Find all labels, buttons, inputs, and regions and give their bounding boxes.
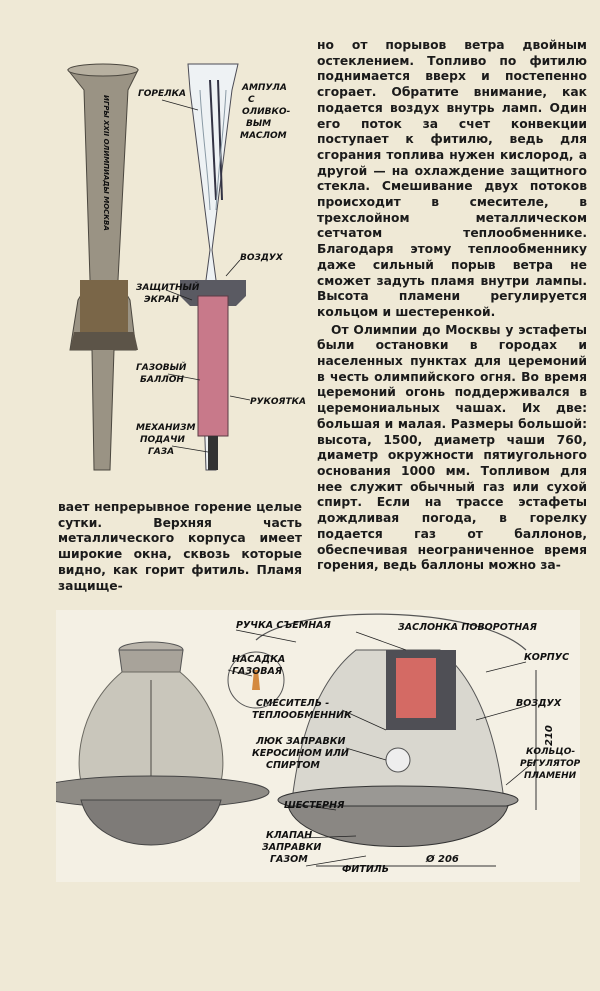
label-hatch-1: ЛЮК ЗАПРАВКИ bbox=[256, 736, 346, 747]
label-handle: РУКОЯТКА bbox=[250, 397, 306, 407]
label-mixer-1: СМЕСИТЕЛЬ - bbox=[256, 698, 330, 709]
label-valve-2: ЗАПРАВКИ bbox=[262, 842, 322, 853]
label-damper: ЗАСЛОНКА ПОВОРОТНАЯ bbox=[398, 622, 537, 633]
label-mixer-2: ТЕПЛООБМЕННИК bbox=[252, 710, 352, 721]
label-mechanism-1: МЕХАНИЗМ bbox=[136, 423, 196, 433]
label-air: ВОЗДУХ bbox=[240, 253, 283, 263]
torch-cross-section bbox=[180, 64, 246, 470]
lamp-svg bbox=[56, 610, 580, 882]
paragraph: От Олимпии до Москвы у эстафеты были остановки в городах и населенных пунктах для церемоний в честь олимпийского огня. Во время церемоний огонь поддерживался в церемониальных чашах. Их две: большая и малая. Размеры большой: высота, 1500, диаметр чаши 760, диаметр окружности пятиугольного основания 1000 мм. Топливом для нее служит обычный газ или сухой спирт. Если на трассе эстафеты дождливая погода, в горелку подается газ от баллонов, обеспечивая неограниченное время горения, ведь баллоны можно за- bbox=[317, 322, 587, 573]
paragraph: но от порывов ветра двойным остеклением. Топливо по фитилю поднимается вверх и постепенно сгорает. Обратите внимание, как подается воздух внутрь ламп. Один его поток за счет конвекции поступает к фитилю, ведь для сгорания топлива нужен кислород, а другой — на охлаждение защитного стекла. Смешивание двух потоков происходит в смесителе, в трехслойном металлическом сетчатом теплообменнике. Благодаря этому теплообменнику даже сильный порыв ветра не сможет задуть пламя внутри лампы. Высота пламени регулируется кольцом и шестеренкой. bbox=[317, 38, 587, 319]
flame-window bbox=[396, 658, 436, 718]
label-ring-2: РЕГУЛЯТОР bbox=[520, 759, 580, 769]
text-column-right bbox=[317, 38, 587, 574]
text-column-left bbox=[58, 500, 302, 594]
label-height: 210 bbox=[544, 725, 555, 746]
label-gear: ШЕСТЕРНЯ bbox=[284, 800, 345, 811]
torch-engraving: ИГРЫ XXII ОЛИМПИАДЫ МОСКВА bbox=[102, 95, 110, 231]
label-ampoule-4: ВЫМ bbox=[246, 119, 272, 129]
label-ampoule-3: ОЛИВКО- bbox=[242, 107, 291, 117]
torch-photo bbox=[68, 64, 138, 470]
label-air: ВОЗДУХ bbox=[516, 698, 562, 709]
label-mechanism-2: ПОДАЧИ bbox=[140, 435, 185, 445]
label-ring-3: ПЛАМЕНИ bbox=[524, 771, 577, 781]
lamp-illustration bbox=[56, 610, 580, 882]
label-ampoule-1: АМПУЛА bbox=[242, 83, 287, 93]
label-valve-1: КЛАПАН bbox=[266, 830, 313, 841]
paragraph: вает непрерывное горение целые сутки. Верхняя часть металлического корпуса имеет широкие окна, сквозь которые видно, как горит фитиль. Пламя защище- bbox=[58, 500, 302, 593]
label-mechanism-3: ГАЗА bbox=[148, 447, 175, 457]
torch-illustration bbox=[40, 50, 312, 500]
label-hatch-3: СПИРТОМ bbox=[266, 760, 320, 771]
label-screen-2: ЭКРАН bbox=[144, 295, 180, 305]
label-nozzle-1: НАСАДКА bbox=[232, 654, 286, 665]
label-nozzle-2: ГАЗОВАЯ bbox=[232, 666, 283, 677]
torch-band bbox=[80, 280, 128, 332]
label-valve-3: ГАЗОМ bbox=[270, 854, 308, 865]
label-ring-1: КОЛЬЦО- bbox=[526, 747, 576, 757]
gas-balloon bbox=[198, 296, 228, 436]
label-burner: ГОРЕЛКА bbox=[138, 89, 186, 99]
label-screen-1: ЗАЩИТНЫЙ bbox=[136, 283, 200, 293]
label-diameter: Ø 206 bbox=[426, 854, 459, 865]
label-ampoule-2: С bbox=[248, 95, 255, 105]
label-hatch-2: КЕРОСИНОМ ИЛИ bbox=[252, 748, 349, 759]
label-balloon-1: ГАЗОВЫЙ bbox=[136, 363, 187, 373]
label-ampoule-5: МАСЛОМ bbox=[240, 131, 287, 141]
label-body: КОРПУС bbox=[524, 652, 570, 663]
label-balloon-2: БАЛЛОН bbox=[140, 375, 184, 385]
label-handle: РУЧКА СЪЕМНАЯ bbox=[236, 620, 331, 631]
torch-svg bbox=[40, 50, 312, 500]
label-wick: ФИТИЛЬ bbox=[342, 864, 389, 875]
